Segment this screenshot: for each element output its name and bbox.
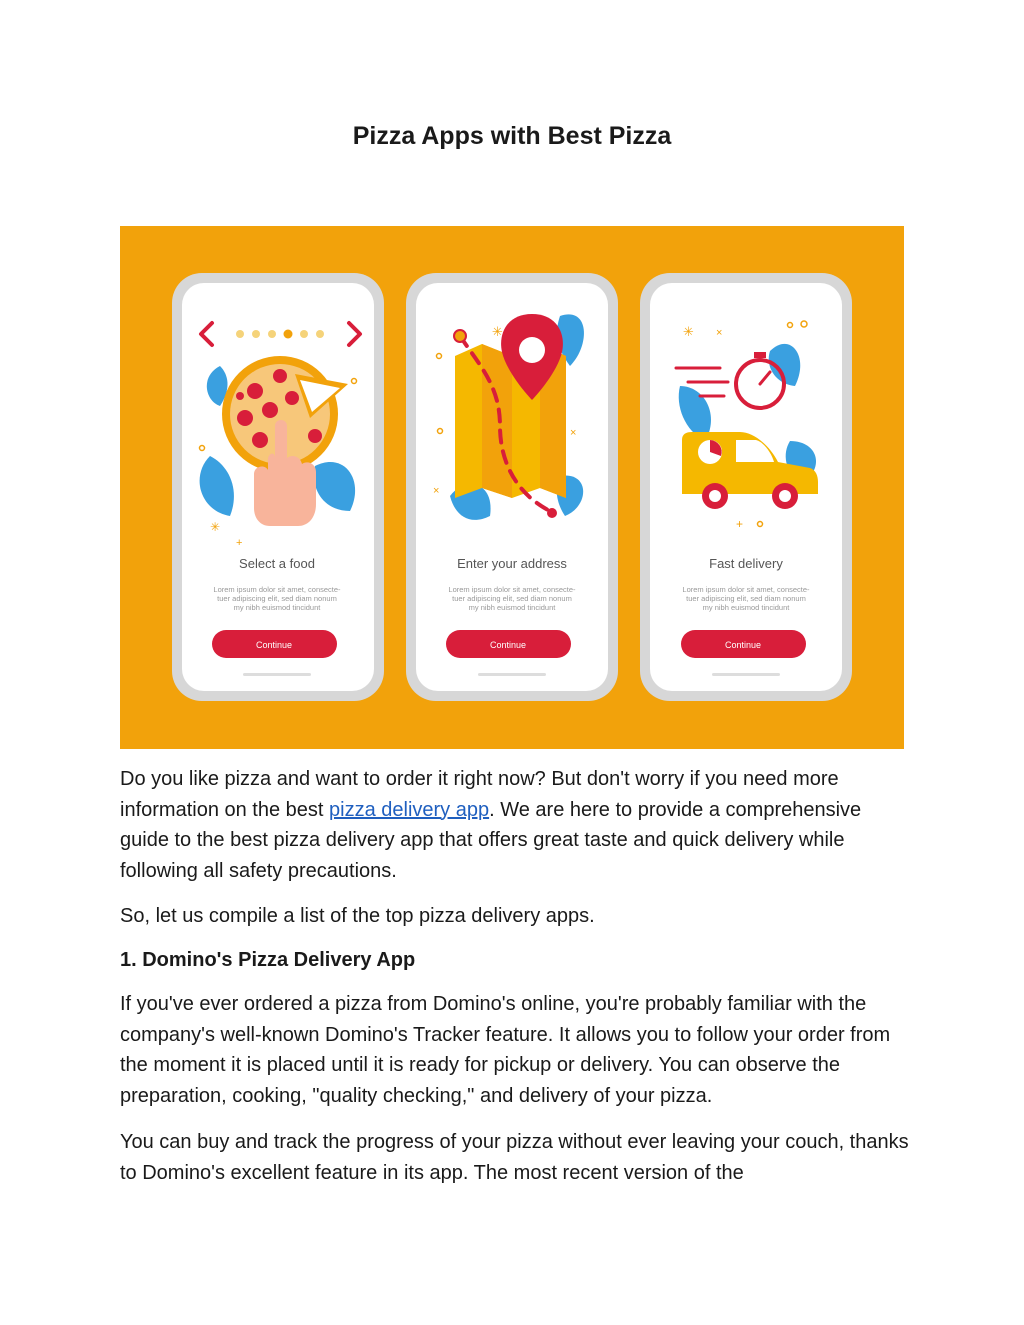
continue-button-label: Continue <box>724 640 762 650</box>
svg-text:✳: ✳ <box>210 520 221 534</box>
svg-text:✳: ✳ <box>683 324 694 339</box>
screen-body-line: my nibh euismod tincidunt <box>233 603 321 612</box>
list-intro-paragraph: So, let us compile a list of the top pizza delivery apps. <box>120 905 595 927</box>
screen-body-line: tuer adipiscing elit, sed diam nonum <box>217 594 337 603</box>
svg-text:×: × <box>716 327 723 339</box>
pizza-delivery-app-link[interactable]: pizza delivery app <box>329 798 490 821</box>
dominos-app-paragraph: You can buy and track the progress of your pizza without ever leaving your couch, thanks to Domino's excellent feature in its app. The most recent version of the <box>120 1131 909 1184</box>
continue-button[interactable] <box>681 630 806 658</box>
screen-body-line: my nibh euismod tincidunt <box>702 603 790 612</box>
screen-body-line: tuer adipiscing elit, sed diam nonum <box>452 594 572 603</box>
screen-heading: Fast delivery <box>709 556 783 571</box>
intro-paragraph <box>120 764 910 886</box>
screen-heading: Select a food <box>239 556 315 571</box>
page-title: Pizza Apps with Best Pizza <box>352 122 672 150</box>
svg-text:+: + <box>236 537 243 549</box>
continue-button-label: Continue <box>255 640 293 650</box>
intro-text-end: . We are here to provide a comprehensive guide to the best pizza delivery app that offers great taste and quick delivery while following all safety precautions. <box>120 798 862 882</box>
hero-illustration <box>120 226 904 749</box>
svg-text:×: × <box>433 485 440 497</box>
continue-button[interactable] <box>212 630 337 658</box>
screen-body-line: Lorem ipsum dolor sit amet, consecte- <box>213 585 341 594</box>
phone-select-food <box>172 273 384 701</box>
phone-enter-address <box>406 273 618 701</box>
screen-body-line: Lorem ipsum dolor sit amet, consecte- <box>448 585 576 594</box>
phone-fast-delivery <box>640 273 852 701</box>
screen-body-line: Lorem ipsum dolor sit amet, consecte- <box>682 585 810 594</box>
screen-body-line: my nibh euismod tincidunt <box>468 603 556 612</box>
svg-text:✳: ✳ <box>492 324 503 339</box>
svg-text:+: + <box>736 517 744 531</box>
continue-button[interactable] <box>446 630 571 658</box>
intro-text-start: Do you like pizza and want to order it right now? But don't worry if you need more information on the best <box>120 768 839 821</box>
continue-button-label: Continue <box>489 640 527 650</box>
screen-body-line: tuer adipiscing elit, sed diam nonum <box>686 594 806 603</box>
section-heading-dominos: 1. Domino's Pizza Delivery App <box>120 949 416 971</box>
screen-heading: Enter your address <box>457 556 567 571</box>
svg-text:×: × <box>570 427 577 439</box>
dominos-tracker-paragraph: If you've ever ordered a pizza from Domino's online, you're probably familiar with the company's well-known Domino's Tracker feature. It allows you to follow your order from the moment it is placed until it is ready for pickup or delivery. You can observe the preparation, cooking, "quality checking," and delivery of your pizza. <box>120 993 891 1107</box>
hero-svg <box>120 226 904 749</box>
